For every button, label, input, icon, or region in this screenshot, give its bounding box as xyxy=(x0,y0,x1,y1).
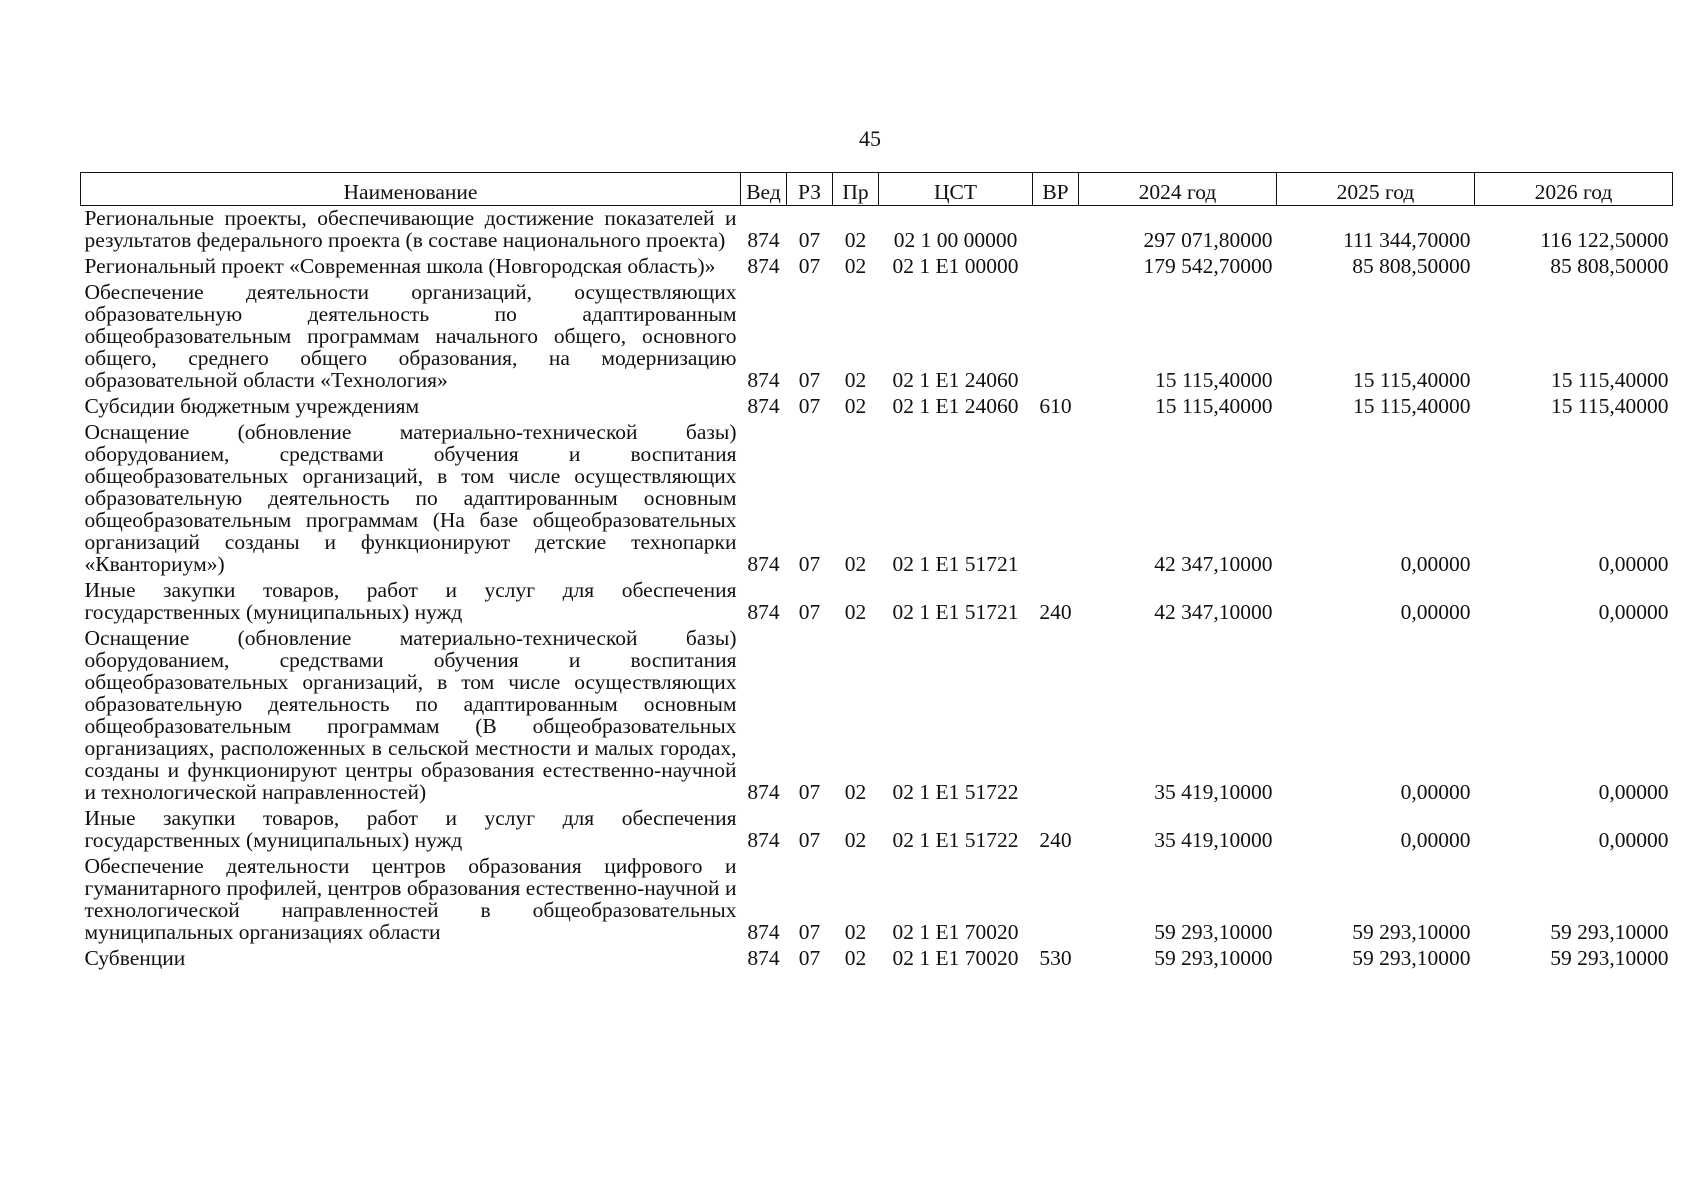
header-name: Наименование xyxy=(81,173,741,206)
cell-y2026: 85 808,50000 xyxy=(1550,254,1669,278)
cell-y2026: 59 293,10000 xyxy=(1550,946,1669,970)
cell-vr xyxy=(1033,254,1079,280)
header-ved: Вед xyxy=(741,173,787,206)
cell-y2024: 15 115,40000 xyxy=(1155,394,1273,418)
cell-cst: 02 1 E1 24060 xyxy=(892,368,1019,392)
cell-rz: 07 xyxy=(798,920,821,944)
cell-y2026: 116 122,50000 xyxy=(1540,228,1669,252)
cell-ved: 874 xyxy=(747,828,780,852)
cell-vr xyxy=(1033,420,1079,578)
cell-pr: 02 xyxy=(844,828,867,852)
cell-name: Оснащение (обновление материально-технической базы) оборудованием, средствами обучения и воспитания общеобразовательных организаций, в том числе осуществляющих образовательную деятельность по адаптированным основным общеобразовательным программам (В общеобразовательных организациях, расположенных в сельской местности и малых городах, созданы и функционируют центры образования естественно-научной и технологической направленностей) xyxy=(84,626,737,804)
table-row xyxy=(81,394,1673,420)
table-header-row xyxy=(81,173,1673,206)
table-row xyxy=(81,854,1673,946)
cell-y2025: 0,00000 xyxy=(1400,552,1471,576)
header-vr: ВР xyxy=(1033,173,1079,206)
cell-rz: 07 xyxy=(798,828,821,852)
cell-rz: 07 xyxy=(798,368,821,392)
cell-name: Региональный проект «Современная школа (Новгородская область)» xyxy=(84,254,716,278)
cell-y2025: 15 115,40000 xyxy=(1353,394,1471,418)
cell-y2026: 15 115,40000 xyxy=(1551,368,1669,392)
cell-pr: 02 xyxy=(844,920,867,944)
cell-y2024: 15 115,40000 xyxy=(1155,368,1273,392)
cell-pr: 02 xyxy=(844,600,867,624)
cell-ved: 874 xyxy=(747,946,780,970)
cell-vr xyxy=(1033,626,1079,806)
cell-cst: 02 1 E1 70020 xyxy=(892,946,1019,970)
cell-name: Иные закупки товаров, работ и услуг для обеспечения государственных (муниципальных) нужд xyxy=(84,578,737,624)
cell-vr: 530 xyxy=(1039,946,1072,970)
cell-ved: 874 xyxy=(747,228,780,252)
cell-cst: 02 1 00 00000 xyxy=(893,228,1018,252)
cell-pr: 02 xyxy=(844,552,867,576)
cell-y2024: 59 293,10000 xyxy=(1154,920,1273,944)
cell-y2025: 111 344,70000 xyxy=(1343,228,1471,252)
cell-ved: 874 xyxy=(747,920,780,944)
cell-vr: 610 xyxy=(1039,394,1072,418)
page-number: 45 xyxy=(859,126,881,151)
budget-table xyxy=(80,172,1673,972)
cell-y2024: 42 347,10000 xyxy=(1154,600,1273,624)
cell-vr: 240 xyxy=(1039,600,1072,624)
cell-rz: 07 xyxy=(798,780,821,804)
table-row xyxy=(81,206,1673,255)
cell-name: Субсидии бюджетным учреждениям xyxy=(84,394,420,418)
header-2025: 2025 год xyxy=(1277,173,1475,206)
cell-cst: 02 1 E1 51721 xyxy=(892,600,1019,624)
cell-cst: 02 1 E1 51721 xyxy=(892,552,1019,576)
cell-y2024: 42 347,10000 xyxy=(1154,552,1273,576)
cell-vr xyxy=(1033,280,1079,394)
cell-ved: 874 xyxy=(747,394,780,418)
cell-y2026: 0,00000 xyxy=(1598,552,1669,576)
cell-ved: 874 xyxy=(747,254,780,278)
cell-vr xyxy=(1033,854,1079,946)
cell-y2025: 85 808,50000 xyxy=(1352,254,1471,278)
cell-y2025: 59 293,10000 xyxy=(1352,920,1471,944)
cell-pr: 02 xyxy=(844,368,867,392)
cell-name: Иные закупки товаров, работ и услуг для обеспечения государственных (муниципальных) нужд xyxy=(84,806,737,852)
cell-y2026: 15 115,40000 xyxy=(1551,394,1669,418)
cell-name: Региональные проекты, обеспечивающие достижение показателей и результатов федерального проекта (в составе национального проекта) xyxy=(84,206,737,252)
table-row xyxy=(81,806,1673,854)
cell-y2026: 0,00000 xyxy=(1598,780,1669,804)
table-row xyxy=(81,626,1673,806)
cell-y2026: 0,00000 xyxy=(1598,828,1669,852)
cell-name: Обеспечение деятельности организаций, осуществляющих образовательную деятельность по адаптированным общеобразовательным программам начального общего, основного общего, среднего общего образования, на модернизацию образовательной области «Технология» xyxy=(84,280,737,392)
cell-y2026: 0,00000 xyxy=(1598,600,1669,624)
cell-cst: 02 1 E1 00000 xyxy=(892,254,1019,278)
cell-pr: 02 xyxy=(844,780,867,804)
cell-rz: 07 xyxy=(798,946,821,970)
header-2024: 2024 год xyxy=(1079,173,1277,206)
cell-name: Субвенции xyxy=(84,946,186,970)
cell-pr: 02 xyxy=(844,254,867,278)
table-row xyxy=(81,254,1673,280)
cell-vr xyxy=(1033,206,1079,255)
header-rz: РЗ xyxy=(787,173,833,206)
cell-y2026: 59 293,10000 xyxy=(1550,920,1669,944)
table-row xyxy=(81,946,1673,972)
cell-y2025: 15 115,40000 xyxy=(1353,368,1471,392)
cell-y2024: 35 419,10000 xyxy=(1154,780,1273,804)
table-row xyxy=(81,280,1673,394)
cell-y2025: 0,00000 xyxy=(1400,600,1471,624)
cell-ved: 874 xyxy=(747,368,780,392)
cell-cst: 02 1 E1 51722 xyxy=(892,828,1019,852)
cell-y2025: 59 293,10000 xyxy=(1352,946,1471,970)
cell-cst: 02 1 E1 24060 xyxy=(892,394,1019,418)
cell-cst: 02 1 E1 51722 xyxy=(892,780,1019,804)
cell-rz: 07 xyxy=(798,394,821,418)
cell-y2024: 297 071,80000 xyxy=(1143,228,1273,252)
cell-y2025: 0,00000 xyxy=(1400,828,1471,852)
header-pr: Пр xyxy=(833,173,879,206)
cell-y2025: 0,00000 xyxy=(1400,780,1471,804)
cell-ved: 874 xyxy=(747,600,780,624)
cell-cst: 02 1 E1 70020 xyxy=(892,920,1019,944)
cell-pr: 02 xyxy=(844,394,867,418)
cell-ved: 874 xyxy=(747,552,780,576)
cell-y2024: 179 542,70000 xyxy=(1143,254,1273,278)
cell-vr: 240 xyxy=(1039,828,1072,852)
cell-pr: 02 xyxy=(844,228,867,252)
cell-y2024: 35 419,10000 xyxy=(1154,828,1273,852)
cell-rz: 07 xyxy=(798,600,821,624)
cell-y2024: 59 293,10000 xyxy=(1154,946,1273,970)
cell-name: Оснащение (обновление материально-технической базы) оборудованием, средствами обучения и воспитания общеобразовательных организаций, в том числе осуществляющих образовательную деятельность по адаптированным основным общеобразовательным программам (На базе общеобразовательных организаций созданы и функционируют детские технопарки «Кванториум») xyxy=(84,420,737,576)
header-cst: ЦСТ xyxy=(879,173,1033,206)
cell-pr: 02 xyxy=(844,946,867,970)
cell-rz: 07 xyxy=(798,254,821,278)
cell-ved: 874 xyxy=(747,780,780,804)
cell-rz: 07 xyxy=(798,552,821,576)
cell-rz: 07 xyxy=(798,228,821,252)
cell-name: Обеспечение деятельности центров образования цифрового и гуманитарного профилей, центров образования естественно-научной и технологической направленностей в общеобразовательных муниципальных организациях области xyxy=(84,854,737,944)
table-row xyxy=(81,578,1673,626)
table-row xyxy=(81,420,1673,578)
header-2026: 2026 год xyxy=(1475,173,1673,206)
